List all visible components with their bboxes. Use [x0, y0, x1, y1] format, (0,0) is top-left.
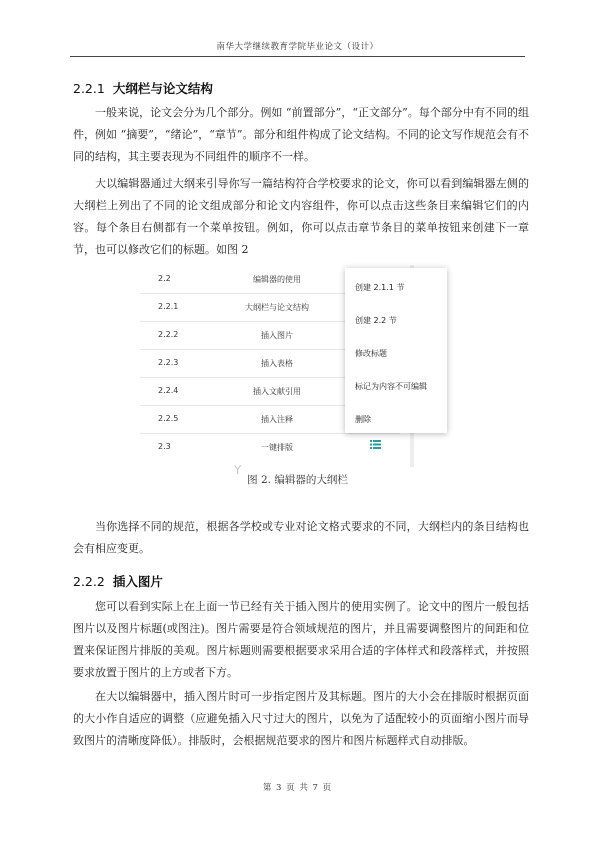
outline-row-number: 2.2.4 [158, 386, 179, 395]
paragraph: 当你选择不同的规范，根据各学校或专业对论文格式要求的不同，大纲栏内的条目结构也会有相应变更。 [73, 520, 529, 555]
outline-row-title: 大纲栏与论文结构 [245, 303, 309, 312]
figure-outline-screenshot [140, 265, 452, 467]
paragraph: 在大以编辑器中，插入图片时可一步指定图片及其标题。图片的大小会在排版时根据页面的大小作自适应的调整（应避免插入尺寸过大的图片，以免为了适配较小的页面缩小图片而导致图片的清晰度降低）。排版时，会根据规范要求的图片和图片标题样式自动排版。 [73, 690, 529, 747]
page-header: 南华大学继续教育学院毕业论文（设计） [70, 40, 525, 57]
outline-row-number: 2.2.3 [158, 358, 179, 367]
page-number: 第 3 页 共 7 页 [262, 783, 333, 793]
menu-item-rename[interactable]: 修改标题 [355, 349, 387, 358]
section-heading-2-2-1 [73, 79, 213, 97]
menu-item-create-subsection[interactable]: 创建 2.1.1 节 [355, 283, 405, 292]
section-title: 插入图片 [112, 574, 163, 589]
paragraph: 您可以看到实际上在上面一节已经有关于插入图片的使用实例了。论文中的图片一般包括图片以及图片标题(或图注)。图片需要是符合领域规范的图片，并且需要调整图片的间距和位置来保证图片排版的美观。图片标题则需要根据要求采用合适的字体样式和段落样式，并按照要求放置于图片的上方或者下方。 [73, 600, 529, 679]
section-heading-2-2-2 [73, 572, 163, 590]
section-title: 大纲栏与论文结构 [112, 81, 213, 96]
list-menu-icon-glyph [370, 440, 381, 449]
outline-row-title: 编辑器的使用 [253, 275, 301, 284]
menu-item-create-section[interactable]: 创建 2.2 节 [355, 316, 397, 325]
outline-row[interactable] [140, 433, 400, 461]
menu-item-lock-content[interactable]: 标记为内容不可编辑 [355, 382, 427, 391]
outline-row-number: 2.2.1 [158, 302, 179, 311]
paragraph: 大以编辑器通过大纲来引导你写一篇结构符合学校要求的论文，你可以看到编辑器左侧的大纲栏上列出了不同的论文组成部分和论文内容组件，你可以点击这些条目来编辑它们的内容。每个条目右侧都有一个菜单按钮。例如，你可以点击章节条目的菜单按钮来创建下一章节，也可以修改它们的标题。如图 2 [73, 177, 529, 256]
outline-row-title: 一键排版 [261, 443, 293, 452]
outline-row-title: 插入文献引用 [253, 387, 301, 396]
outline-row-title: 插入表格 [261, 359, 293, 368]
list-menu-icon[interactable] [370, 440, 381, 452]
paragraph: 一般来说，论文会分为几个部分。例如 “前置部分”，“正文部分”。每个部分中有不同的组件，例如 “摘要”，“绪论”，“章节”。部分和组件构成了论文结构。不同的论文写作规范会有不同的结构，其主要表现为不同组件的顺序不一样。 [73, 106, 529, 163]
watermark: Y [234, 463, 242, 477]
outline-row-number: 2.2.5 [158, 414, 179, 423]
outline-row-number: 2.3 [158, 442, 171, 451]
outline-row-number: 2.2 [158, 274, 171, 283]
menu-item-delete[interactable]: 删除 [355, 415, 371, 424]
context-menu [345, 268, 447, 433]
outline-row-number: 2.2.2 [158, 330, 179, 339]
outline-row-title: 插入图片 [261, 331, 293, 340]
figure-caption: 图 2. 编辑器的大纲栏 [247, 474, 348, 486]
section-number: 2.2.1 [73, 81, 105, 96]
section-number: 2.2.2 [73, 574, 105, 589]
outline-row-title: 插入注释 [261, 415, 293, 424]
